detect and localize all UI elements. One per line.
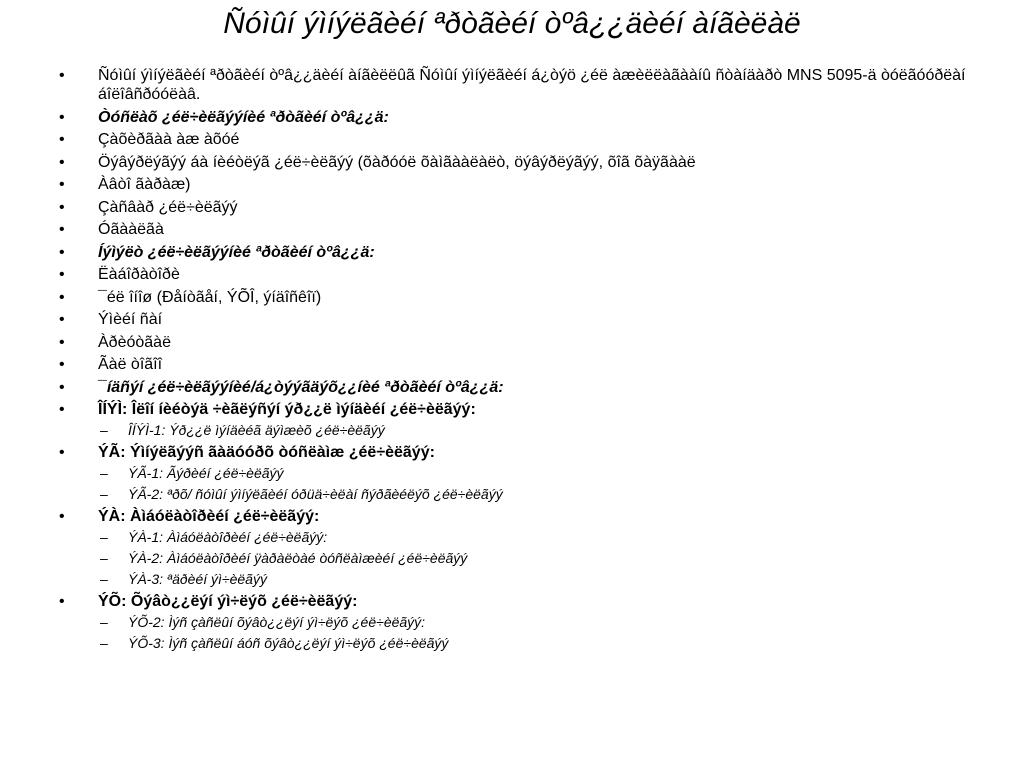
bullet-item: [56, 66, 986, 104]
bullet-text: Ãàë òîãîî: [98, 356, 163, 373]
bullet-item: [56, 592, 986, 652]
dash-icon: –: [100, 465, 108, 481]
dash-icon: –: [100, 614, 108, 630]
sub-bullet-item: [98, 571, 986, 588]
bullet-dot-icon: •: [59, 508, 65, 525]
dash-icon: –: [100, 635, 108, 651]
bullet-dot-icon: •: [59, 378, 65, 396]
bullet-item: [56, 175, 986, 194]
sub-bullet-item: [98, 529, 986, 546]
bullet-text: ÎÍÝÌ: Îëîí íèéòýä ÷èãëýñýí ýð¿¿ë ìýíäèéí ¿éë÷èëãýý:: [98, 401, 476, 418]
sub-bullet-text: ÝÃ-1: Ãýðèéí ¿éë÷èëãýý: [128, 465, 284, 481]
sub-bullet-text: ÝÕ-3: Ìýñ çàñëûí áóñ õýâò¿¿ëýí ýì÷ëýõ ¿éë÷èëãýý: [128, 635, 449, 651]
bullet-item: [56, 400, 986, 439]
bullet-text: Òóñëàõ ¿éë÷èëãýýíèé ªðòãèéí òºâ¿¿ä:: [98, 108, 389, 126]
bullet-dot-icon: •: [59, 198, 65, 216]
bullet-item: [56, 130, 986, 149]
bullet-text: ¯íäñýí ¿éë÷èëãýýíèé/á¿òýýãäýõ¿¿íèé ªðòãèéí òºâ¿¿ä:: [98, 378, 504, 396]
bullet-text: Çàñâàð ¿éë÷èëãýý: [98, 198, 238, 216]
sub-bullet-list: [98, 422, 986, 439]
bullet-item: [56, 243, 986, 262]
bullet-dot-icon: •: [59, 108, 65, 126]
bullet-item: [56, 198, 986, 217]
bullet-text: Óãààëãà: [98, 221, 164, 238]
sub-bullet-item: [98, 550, 986, 567]
bullet-text: ¯éë îíîø (Ðåíòãåí, ÝÕÎ, ýíäîñêîï): [98, 288, 322, 306]
bullet-text: Öýâýðëýãýý áà íèéòëýã ¿éë÷èëãýý (õàðóóë õàìãààëàëò, öýâýðëýãýý, õîã õàÿãààë: [98, 153, 696, 171]
bullet-item: [56, 265, 986, 284]
dash-icon: –: [100, 529, 108, 545]
bullet-item: [56, 333, 986, 352]
bullet-dot-icon: •: [59, 311, 65, 328]
bullet-item: [56, 378, 986, 397]
dash-icon: –: [100, 486, 108, 502]
sub-bullet-text: ÎÍÝÌ-1: Ýð¿¿ë ìýíäèéã äýìæèõ ¿éë÷èëãýý: [128, 422, 385, 438]
bullet-dot-icon: •: [59, 243, 65, 261]
sub-bullet-list: [98, 529, 986, 588]
sub-bullet-text: ÝÕ-2: Ìýñ çàñëûí õýâò¿¿ëýí ýì÷ëýõ ¿éë÷èëãýý:: [128, 614, 426, 630]
bullet-text: ÝÀ: Àìáóëàòîðèéí ¿éë÷èëãýý:: [98, 508, 320, 525]
bullet-dot-icon: •: [59, 176, 65, 193]
bullet-dot-icon: •: [59, 266, 65, 283]
bullet-dot-icon: •: [59, 356, 65, 373]
sub-bullet-item: [98, 614, 986, 631]
bullet-text: ÝÕ: Õýâò¿¿ëýí ýì÷ëýõ ¿éë÷èëãýý:: [98, 593, 358, 610]
dash-icon: –: [100, 422, 108, 438]
bullet-item: [56, 288, 986, 307]
bullet-item: [56, 443, 986, 503]
bullet-item: [56, 310, 986, 329]
bullet-text: Àðèóòãàë: [98, 333, 171, 351]
sub-bullet-item: [98, 486, 986, 503]
dash-icon: –: [100, 571, 108, 587]
sub-bullet-item: [98, 465, 986, 482]
bullet-dot-icon: •: [59, 153, 65, 171]
bullet-text: Íýìýëò ¿éë÷èëãýýíèé ªðòãèéí òºâ¿¿ä:: [98, 243, 375, 261]
bullet-text: Ëàáîðàòîðè: [98, 266, 180, 283]
slide-title: Ñóìûí ýìíýëãèéí ªðòãèéí òºâ¿¿äèéí àíãèëàë: [223, 7, 801, 40]
sub-bullet-item: [98, 422, 986, 439]
bullet-dot-icon: •: [59, 67, 65, 84]
sub-bullet-item: [98, 635, 986, 652]
bullet-list: [56, 66, 986, 652]
bullet-text: Àâòî ãàðàæ): [98, 176, 191, 193]
bullet-content: [56, 66, 986, 656]
bullet-dot-icon: •: [59, 221, 65, 238]
bullet-text: Ñóìûí ýìíýëãèéí ªðòãèéí òºâ¿¿äèéí àíãèëëûã Ñóìûí ýìíýëãèéí á¿òýö ¿éë àæèëëàãààíû ñòàíäàðò MNS 5095-ä òóëãóóðëàí áîëîâñðóóëàâ.: [98, 67, 966, 103]
sub-bullet-list: [98, 465, 986, 503]
bullet-dot-icon: •: [59, 401, 65, 418]
bullet-dot-icon: •: [59, 444, 65, 461]
bullet-text: ÝÃ: Ýìíýëãýýñ ãàäóóðõ òóñëàìæ ¿éë÷èëãýý:: [98, 444, 435, 461]
bullet-item: [56, 153, 986, 172]
sub-bullet-text: ÝÀ-2: Àìáóëàòîðèéí ÿàðàëòàé òóñëàìæèéí ¿éë÷èëãýý: [128, 550, 468, 566]
sub-bullet-list: [98, 614, 986, 652]
bullet-item: [56, 108, 986, 127]
bullet-dot-icon: •: [59, 288, 65, 306]
bullet-item: [56, 220, 986, 239]
bullet-dot-icon: •: [59, 333, 65, 351]
bullet-dot-icon: •: [59, 593, 65, 610]
sub-bullet-text: ÝÃ-2: ªðõ/ ñóìûí ýìíýëãèéí óðüä÷èëàí ñýðãèéëýõ ¿éë÷èëãýý: [128, 486, 503, 502]
sub-bullet-text: ÝÀ-3: ªäðèéí ýì÷èëãýý: [128, 571, 267, 587]
bullet-item: [56, 507, 986, 588]
sub-bullet-text: ÝÀ-1: Àìáóëàòîðèéí ¿éë÷èëãýý:: [128, 529, 328, 545]
bullet-text: Ýìèéí ñàí: [98, 311, 163, 328]
bullet-text: Çàõèðãàà àæ àõóé: [98, 131, 240, 148]
dash-icon: –: [100, 550, 108, 566]
bullet-item: [56, 355, 986, 374]
bullet-dot-icon: •: [59, 131, 65, 148]
